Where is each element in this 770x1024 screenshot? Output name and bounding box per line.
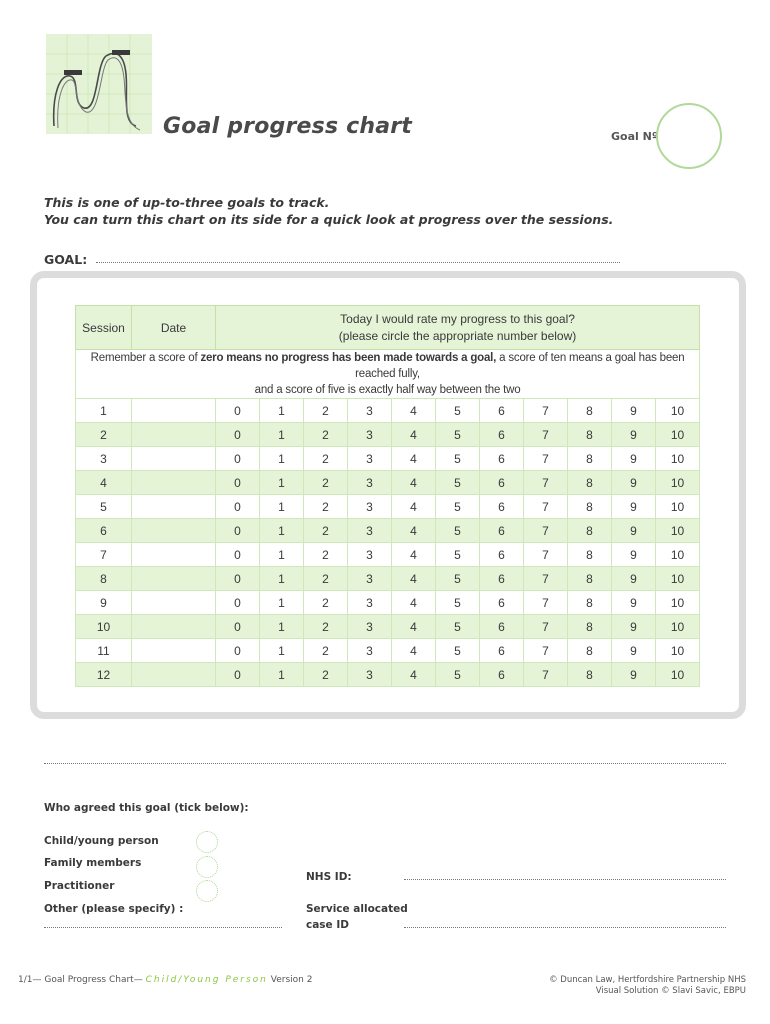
score-option[interactable]: 4 bbox=[392, 423, 436, 447]
session-number: 3 bbox=[76, 447, 132, 471]
score-option[interactable]: 5 bbox=[436, 591, 480, 615]
session-number: 12 bbox=[76, 663, 132, 687]
score-option[interactable]: 0 bbox=[216, 567, 260, 591]
section-divider bbox=[44, 763, 726, 764]
footer-doc-name: — Goal Progress Chart— bbox=[32, 975, 143, 985]
note-post: a score of ten means a goal has been reached fully, bbox=[355, 352, 685, 380]
score-option[interactable]: 6 bbox=[480, 591, 524, 615]
score-option[interactable]: 0 bbox=[216, 615, 260, 639]
score-option[interactable]: 2 bbox=[304, 663, 348, 687]
footer-credit-2: Visual Solution © Slavi Savic, EBPU bbox=[595, 986, 746, 996]
score-option[interactable]: 10 bbox=[656, 399, 700, 423]
score-option[interactable]: 3 bbox=[348, 495, 392, 519]
session-number: 10 bbox=[76, 615, 132, 639]
score-option[interactable]: 1 bbox=[260, 447, 304, 471]
nhs-id-label: NHS ID: bbox=[306, 871, 352, 883]
score-option[interactable]: 6 bbox=[480, 471, 524, 495]
intro-line-1: This is one of up-to-three goals to track. bbox=[44, 195, 330, 210]
rating-column-header bbox=[216, 306, 700, 350]
score-option[interactable]: 1 bbox=[260, 399, 304, 423]
score-option[interactable]: 4 bbox=[392, 567, 436, 591]
score-option[interactable]: 9 bbox=[612, 543, 656, 567]
table-row bbox=[76, 447, 700, 471]
session-column-header: Session bbox=[76, 306, 132, 350]
score-option[interactable]: 7 bbox=[524, 663, 568, 687]
score-option[interactable]: 1 bbox=[260, 519, 304, 543]
score-option[interactable]: 2 bbox=[304, 615, 348, 639]
table-row bbox=[76, 591, 700, 615]
date-cell[interactable] bbox=[132, 543, 216, 567]
score-option[interactable]: 7 bbox=[524, 399, 568, 423]
session-number: 8 bbox=[76, 567, 132, 591]
score-option[interactable]: 8 bbox=[568, 423, 612, 447]
session-number: 7 bbox=[76, 543, 132, 567]
score-option[interactable]: 9 bbox=[612, 399, 656, 423]
service-case-id-label-line-2: case ID bbox=[306, 919, 349, 931]
score-option[interactable]: 0 bbox=[216, 639, 260, 663]
score-option[interactable]: 5 bbox=[436, 567, 480, 591]
score-option[interactable]: 9 bbox=[612, 423, 656, 447]
table-row bbox=[76, 399, 700, 423]
score-option[interactable]: 3 bbox=[348, 543, 392, 567]
table-row bbox=[76, 567, 700, 591]
score-option[interactable]: 5 bbox=[436, 495, 480, 519]
score-option[interactable]: 0 bbox=[216, 447, 260, 471]
score-option[interactable]: 6 bbox=[480, 519, 524, 543]
score-option[interactable]: 4 bbox=[392, 399, 436, 423]
score-option[interactable]: 5 bbox=[436, 543, 480, 567]
score-option[interactable]: 2 bbox=[304, 495, 348, 519]
score-option[interactable]: 8 bbox=[568, 543, 612, 567]
date-column-header: Date bbox=[132, 306, 216, 350]
score-option[interactable]: 10 bbox=[656, 567, 700, 591]
goal-number-circle[interactable] bbox=[656, 103, 722, 169]
date-cell[interactable] bbox=[132, 615, 216, 639]
score-option[interactable]: 2 bbox=[304, 543, 348, 567]
score-option[interactable]: 8 bbox=[568, 639, 612, 663]
score-option[interactable]: 9 bbox=[612, 663, 656, 687]
session-number: 1 bbox=[76, 399, 132, 423]
score-option[interactable]: 8 bbox=[568, 567, 612, 591]
table-row bbox=[76, 423, 700, 447]
score-option[interactable]: 3 bbox=[348, 615, 392, 639]
score-option[interactable]: 6 bbox=[480, 567, 524, 591]
footer-left bbox=[18, 975, 312, 985]
score-option[interactable]: 4 bbox=[392, 495, 436, 519]
goal-label: GOAL: bbox=[44, 252, 88, 267]
session-number: 9 bbox=[76, 591, 132, 615]
score-option[interactable]: 5 bbox=[436, 423, 480, 447]
date-cell[interactable] bbox=[132, 423, 216, 447]
score-option[interactable]: 10 bbox=[656, 639, 700, 663]
score-option[interactable]: 4 bbox=[392, 615, 436, 639]
tick-practitioner-checkbox[interactable] bbox=[196, 880, 218, 902]
score-option[interactable]: 8 bbox=[568, 663, 612, 687]
score-option[interactable]: 1 bbox=[260, 591, 304, 615]
session-number: 5 bbox=[76, 495, 132, 519]
score-option[interactable]: 0 bbox=[216, 543, 260, 567]
score-option[interactable]: 1 bbox=[260, 423, 304, 447]
score-option[interactable]: 6 bbox=[480, 639, 524, 663]
score-option[interactable]: 10 bbox=[656, 519, 700, 543]
score-option[interactable]: 2 bbox=[304, 423, 348, 447]
score-option[interactable]: 4 bbox=[392, 471, 436, 495]
score-option[interactable]: 7 bbox=[524, 567, 568, 591]
score-option[interactable]: 0 bbox=[216, 471, 260, 495]
note-line-2: and a score of five is exactly half way between the two bbox=[254, 384, 521, 396]
score-option[interactable]: 4 bbox=[392, 543, 436, 567]
score-option[interactable]: 3 bbox=[348, 639, 392, 663]
score-option[interactable]: 0 bbox=[216, 399, 260, 423]
date-cell[interactable] bbox=[132, 567, 216, 591]
score-option[interactable]: 0 bbox=[216, 519, 260, 543]
session-number: 6 bbox=[76, 519, 132, 543]
score-option[interactable]: 3 bbox=[348, 399, 392, 423]
score-option[interactable]: 6 bbox=[480, 615, 524, 639]
score-option[interactable]: 7 bbox=[524, 639, 568, 663]
date-cell[interactable] bbox=[132, 399, 216, 423]
score-option[interactable]: 10 bbox=[656, 423, 700, 447]
score-option[interactable]: 5 bbox=[436, 471, 480, 495]
table-row bbox=[76, 639, 700, 663]
score-option[interactable]: 6 bbox=[480, 399, 524, 423]
table-row bbox=[76, 663, 700, 687]
score-option[interactable]: 0 bbox=[216, 591, 260, 615]
score-option[interactable]: 5 bbox=[436, 639, 480, 663]
rating-header-line-2: (please circle the appropriate number below) bbox=[338, 328, 577, 343]
score-option[interactable]: 7 bbox=[524, 591, 568, 615]
score-option[interactable]: 9 bbox=[612, 495, 656, 519]
table-header-row bbox=[76, 306, 700, 350]
score-option[interactable]: 7 bbox=[524, 543, 568, 567]
goal-number-label: Goal Nº bbox=[611, 130, 659, 143]
rating-header-line-1: Today I would rate my progress to this goal? bbox=[340, 311, 575, 326]
score-option[interactable]: 1 bbox=[260, 639, 304, 663]
score-option[interactable]: 3 bbox=[348, 663, 392, 687]
scoring-note bbox=[76, 350, 700, 399]
score-option[interactable]: 4 bbox=[392, 519, 436, 543]
score-option[interactable]: 7 bbox=[524, 447, 568, 471]
score-option[interactable]: 5 bbox=[436, 615, 480, 639]
service-case-id-label-line-1: Service allocated bbox=[306, 903, 408, 915]
score-option[interactable]: 10 bbox=[656, 471, 700, 495]
session-number: 2 bbox=[76, 423, 132, 447]
score-option[interactable]: 10 bbox=[656, 495, 700, 519]
score-option[interactable]: 8 bbox=[568, 495, 612, 519]
score-option[interactable]: 4 bbox=[392, 447, 436, 471]
score-option[interactable]: 5 bbox=[436, 399, 480, 423]
table-row bbox=[76, 471, 700, 495]
score-option[interactable]: 2 bbox=[304, 471, 348, 495]
date-cell[interactable] bbox=[132, 495, 216, 519]
date-cell[interactable] bbox=[132, 447, 216, 471]
agree-other-label: Other (please specify) : bbox=[44, 903, 184, 915]
score-option[interactable]: 9 bbox=[612, 567, 656, 591]
score-option[interactable]: 7 bbox=[524, 471, 568, 495]
score-option[interactable]: 8 bbox=[568, 615, 612, 639]
score-option[interactable]: 8 bbox=[568, 471, 612, 495]
footer-credits bbox=[549, 975, 746, 997]
score-option[interactable]: 1 bbox=[260, 471, 304, 495]
score-option[interactable]: 4 bbox=[392, 639, 436, 663]
score-option[interactable]: 7 bbox=[524, 519, 568, 543]
score-option[interactable]: 1 bbox=[260, 615, 304, 639]
footer-audience: Child/Young Person bbox=[145, 975, 268, 985]
score-option[interactable]: 6 bbox=[480, 543, 524, 567]
score-option[interactable]: 9 bbox=[612, 447, 656, 471]
agree-family-label: Family members bbox=[44, 857, 142, 869]
score-option[interactable]: 0 bbox=[216, 663, 260, 687]
score-option[interactable]: 1 bbox=[260, 567, 304, 591]
score-option[interactable]: 9 bbox=[612, 615, 656, 639]
score-option[interactable]: 7 bbox=[524, 495, 568, 519]
score-option[interactable]: 5 bbox=[436, 519, 480, 543]
footer-version: Version 2 bbox=[270, 975, 313, 985]
score-option[interactable]: 6 bbox=[480, 663, 524, 687]
score-option[interactable]: 0 bbox=[216, 495, 260, 519]
score-option[interactable]: 5 bbox=[436, 447, 480, 471]
date-cell[interactable] bbox=[132, 639, 216, 663]
score-option[interactable]: 3 bbox=[348, 519, 392, 543]
tick-family-checkbox[interactable] bbox=[196, 856, 218, 878]
score-option[interactable]: 4 bbox=[392, 663, 436, 687]
footer-credit-1: © Duncan Law, Hertfordshire Partnership NHS bbox=[549, 975, 746, 985]
score-option[interactable]: 2 bbox=[304, 567, 348, 591]
table-row bbox=[76, 495, 700, 519]
note-pre: Remember a score of bbox=[90, 352, 201, 364]
date-cell[interactable] bbox=[132, 519, 216, 543]
score-option[interactable]: 9 bbox=[612, 519, 656, 543]
score-option[interactable]: 9 bbox=[612, 639, 656, 663]
date-cell[interactable] bbox=[132, 591, 216, 615]
score-option[interactable]: 6 bbox=[480, 447, 524, 471]
score-option[interactable]: 2 bbox=[304, 447, 348, 471]
table-row bbox=[76, 543, 700, 567]
score-option[interactable]: 7 bbox=[524, 423, 568, 447]
score-option[interactable]: 2 bbox=[304, 399, 348, 423]
footer-page: 1/1 bbox=[18, 975, 33, 985]
score-option[interactable]: 9 bbox=[612, 471, 656, 495]
score-option[interactable]: 10 bbox=[656, 591, 700, 615]
nhs-id-input[interactable] bbox=[404, 879, 726, 880]
page-title: Goal progress chart bbox=[163, 114, 413, 139]
score-option[interactable]: 2 bbox=[304, 519, 348, 543]
score-option[interactable]: 4 bbox=[392, 591, 436, 615]
score-option[interactable]: 8 bbox=[568, 399, 612, 423]
progress-table bbox=[75, 305, 700, 687]
score-option[interactable]: 1 bbox=[260, 543, 304, 567]
score-option[interactable]: 1 bbox=[260, 663, 304, 687]
score-option[interactable]: 6 bbox=[480, 495, 524, 519]
score-option[interactable]: 0 bbox=[216, 423, 260, 447]
score-option[interactable]: 9 bbox=[612, 591, 656, 615]
tick-child-checkbox[interactable] bbox=[196, 831, 218, 853]
score-option[interactable]: 3 bbox=[348, 591, 392, 615]
score-option[interactable]: 8 bbox=[568, 447, 612, 471]
table-row bbox=[76, 519, 700, 543]
score-option[interactable]: 1 bbox=[260, 495, 304, 519]
score-option[interactable]: 2 bbox=[304, 639, 348, 663]
score-option[interactable]: 6 bbox=[480, 423, 524, 447]
score-option[interactable]: 10 bbox=[656, 543, 700, 567]
date-cell[interactable] bbox=[132, 471, 216, 495]
score-option[interactable]: 3 bbox=[348, 423, 392, 447]
score-option[interactable]: 7 bbox=[524, 615, 568, 639]
service-case-id-input[interactable] bbox=[404, 927, 726, 928]
score-option[interactable]: 8 bbox=[568, 591, 612, 615]
score-option[interactable]: 3 bbox=[348, 567, 392, 591]
goal-input-line[interactable] bbox=[96, 262, 620, 263]
agree-practitioner-label: Practitioner bbox=[44, 880, 115, 892]
scoring-note-row bbox=[76, 350, 700, 399]
score-option[interactable]: 10 bbox=[656, 447, 700, 471]
other-specify-input[interactable] bbox=[44, 927, 282, 928]
agreement-title: Who agreed this goal (tick below): bbox=[44, 802, 249, 814]
score-option[interactable]: 8 bbox=[568, 519, 612, 543]
score-option[interactable]: 10 bbox=[656, 615, 700, 639]
agree-child-label: Child/young person bbox=[44, 835, 159, 847]
date-cell[interactable] bbox=[132, 663, 216, 687]
score-option[interactable]: 10 bbox=[656, 663, 700, 687]
logo bbox=[46, 34, 152, 134]
score-option[interactable]: 3 bbox=[348, 471, 392, 495]
session-number: 4 bbox=[76, 471, 132, 495]
score-option[interactable]: 5 bbox=[436, 663, 480, 687]
session-number: 11 bbox=[76, 639, 132, 663]
intro-line-2: You can turn this chart on its side for a quick look at progress over the sessions. bbox=[44, 212, 614, 227]
table-row bbox=[76, 615, 700, 639]
score-option[interactable]: 2 bbox=[304, 591, 348, 615]
score-option[interactable]: 3 bbox=[348, 447, 392, 471]
note-bold: zero means no progress has been made towards a goal, bbox=[200, 352, 497, 364]
